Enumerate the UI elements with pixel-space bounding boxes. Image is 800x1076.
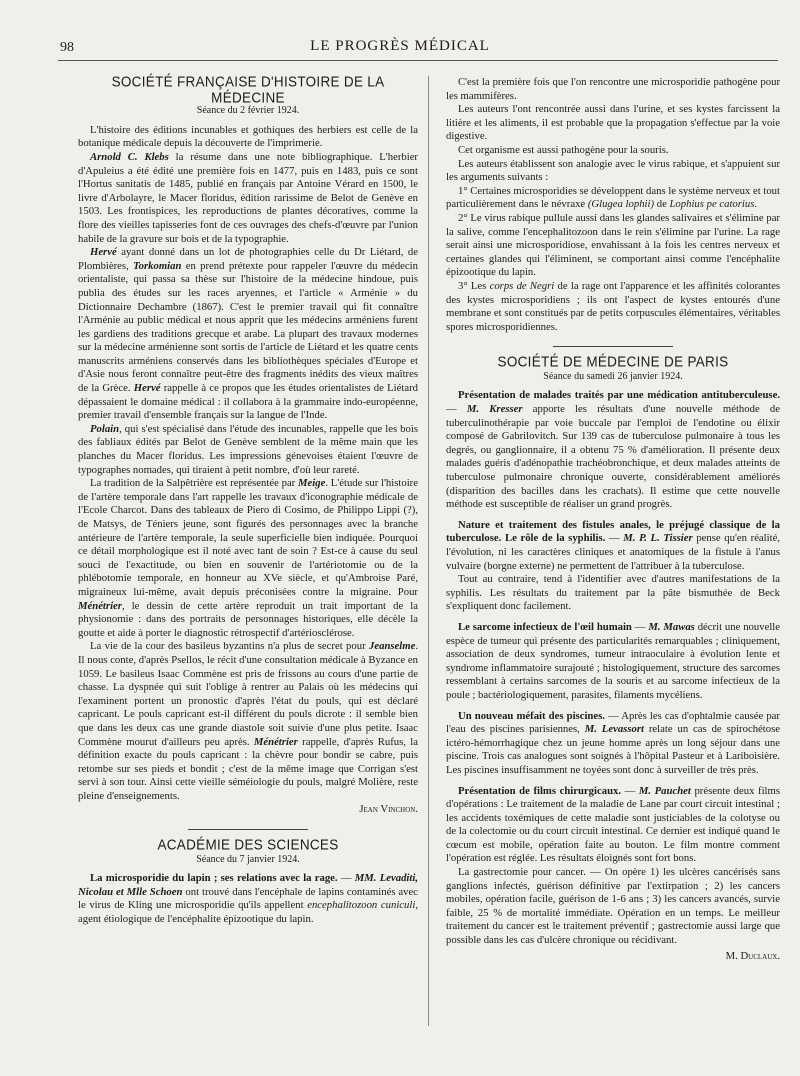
paragraph (78, 151, 418, 246)
author-name: Ménétrier (78, 599, 122, 612)
dash: — (605, 532, 624, 545)
author-name: M. P. L. Tissier (623, 532, 693, 545)
signature: Jean Vinchon. (359, 803, 418, 816)
dash: — (337, 872, 355, 885)
session-date: Séance du samedi 26 janvier 1924. (543, 370, 683, 382)
dash: — (621, 784, 639, 797)
author-name: Polain (90, 422, 120, 435)
paragraph (78, 423, 418, 477)
paragraph (446, 389, 780, 511)
paragraph-text: 3° Les (458, 279, 490, 292)
author-name: M. Levassort (584, 723, 644, 736)
paragraph-text: 1° Certaines microsporidies se développent dans le système nerveux et tout particulièrement dans le névraxe (446, 184, 780, 211)
paragraph-text: , qui s'est spécialisé dans l'étude des incunables, rappelle que les bois des fabliaux édités par Belot de Genève semblent de la même main que les planches du Macer floridus. Les impressions génevoises étaient l'œuvre de typographes nomades, qui tiraient à petit nombre, d'où leur rareté. (78, 422, 418, 476)
species-name: Lophius pe catorius (669, 198, 755, 211)
paragraph-text: . Il nous conte, d'après Psellos, le récit d'une consultation médicale à Byzance en 1059. Le basileus Isaac Commène est pris de frissons au cours d'une partie de chasse. La dyspnée qui suit l'oblige à rentrer au Palais où les médecins qui l'examinent portent un pronostic d'après l'état du pouls, qui est déclaré capricant. Le pouls capricant est-il différent du pouls dicrote : il semble bien que dans les deux cas une grande diastole soit suivie d'une plus petite. Isaac Commène mourut d'ailleurs peu après. (78, 640, 418, 748)
paragraph-text: . (754, 198, 758, 211)
column-divider (428, 76, 429, 1026)
species-name: (Glugea lophii) (587, 198, 655, 211)
paragraph-text: décrit une nouvelle espèce de tumeur qui présente des particularités remarquables ; cliniquement, association de deux syndromes, tumeur intraoculaire à évolution lente et syndrome inflammatoire surajouté ; histologiquement, structure des sarcomes ressemblant à certains sarcomes de la souris et au sarcome infectieux de la poule ; bactériologiquement, parasites, filaments mycéliens. (446, 620, 781, 701)
article-lead: Nature et traitement des fistules anales, le préjugé classique de la tuberculose. Le rôle de la syphilis. (446, 518, 780, 545)
paragraph (446, 280, 780, 334)
dash: — (446, 403, 467, 416)
paragraph (78, 477, 418, 640)
author-name: M. Mawas (648, 620, 695, 633)
paragraph-text: en prend prétexte pour rappeler l'œuvre du médecin orientaliste, qui passa sa thèse sur l'histoire de la médecine hindoue, puis publia des études sur les races aryennes, et l'article « Arménie » du Dictionnaire Dechambre (1867). C'est le premier travail qui fit connaître l'Arménie au public médical et nous apprit que les médecins arméniens furent les gardiens des traditions grecque et arabe. La plupart des travaux modernes sur la médecine arménienne sont sortis de l'article de Liétard et les quatre cents manuscrits arméniens conservés dans les bibliothèques spéciales d'Europe et d'Asie nous feront connaître peut-être des fragments inédits des vieux maîtres de la Grèce. (78, 259, 418, 395)
paragraph-text: de la rage ont l'apparence et les affinités colorantes des kystes microsporidiens ; ils ont l'aspect de kystes entourés d'une membrane et sont constitués par de petits corpuscules élémentaires, véritables spores microsporidiennes. (446, 279, 780, 333)
paragraph (78, 640, 418, 803)
section-title: SOCIÉTÉ FRANÇAISE D'HISTOIRE DE LA MÉDECINE (111, 73, 385, 106)
article-lead: Le sarcome infectieux de l'œil humain (458, 620, 632, 633)
paragraph-text: rappelle, d'après Rufus, la définition exacte du pouls capricant : la chèvre pour bondir se cabre, puis retombe sur ses pieds et bondit ; c'est de la même image que Corrigan s'est servi à son tour. Ainsi cette vieille séméiologie du pouls, malgré Molière, reste pleine d'enseignements. (78, 735, 418, 802)
paragraph-text: relate un cas de spirochétose ictéro-hémorrhagique chez un jeune homme après un long séjour dans une piscine. Trois cas analogues sont soignés à l'hôpital Pasteur et à Lariboisière. Les piscines insuffisamment ne toyées sont donc à surveiller de très près. (446, 723, 780, 776)
session-date: Séance du 2 février 1924. (196, 105, 300, 117)
dash: — (631, 620, 649, 633)
paragraph: Les auteurs l'ont rencontrée aussi dans l'urine, et ses kystes farcissent la litière et les aliments, il est probable que la propagation s'effectue par la voie digestive. (446, 103, 780, 143)
header-rule (58, 60, 778, 61)
paragraph-text: La tradition de la Salpêtrière est représentée par (90, 477, 299, 490)
dash: — (604, 709, 622, 722)
paragraph (446, 185, 780, 212)
paragraph-text: pense qu'en réalité, l'évolution, ni les caractères cliniques et anatomiques de la fistule à l'anus vulvaire (borgne externe) ne permettent de l'attribuer à la tuberculose. (446, 532, 781, 572)
paragraph-text: La vie de la cour des basileus byzantins n'a plus de secret pour (90, 640, 370, 653)
paragraph-text: apporte les résultats d'une nouvelle méthode de tuberculinothérapie par voie buccale par l'emploi de l'endotine ou élixir composé de Gabrilovitch. Sur 139 cas de tuberculose pulmonaire à tous les degrés, ou ganglionnaire, il a obtenu 75 % d'amélioration. Il présente deux malades guéris d'adénopathie trachéobronchique, et deux malades atteints de tuberculose pulmonaire chronique ouverte, considérablement améliorés (disparition des bacilles dans les crachats). Il estime que cette nouvelle méthode est susceptible de réaliser un grand progrès. (446, 403, 780, 511)
paragraph: C'est la première fois que l'on rencontre une microsporidie pathogène pour les mammifères. (446, 76, 780, 102)
paragraph-text: Après les cas d'ophtalmie causée par l'eau des piscines parisiennes, (446, 709, 780, 736)
article-lead: Présentation de malades traités par une médication antituberculeuse. (458, 389, 780, 402)
section-rule (188, 829, 308, 830)
paragraph: Les auteurs établissent son analogie avec le virus rabique, et s'appuient sur les arguments suivants : (446, 157, 780, 184)
paragraph: Tout au contraire, tend à l'identifier avec d'autres manifestations de la syphilis. Les résultats du traitement par la pâte bismuthée de Beck s'expliquent donc facilement. (446, 573, 780, 613)
paragraph: L'histoire des éditions incunables et gothiques des herbiers est celle de la botanique médicale depuis la découverte de l'imprimerie. (78, 123, 418, 150)
paragraph (78, 872, 418, 926)
author-name: MM. Levaditi, Nicolau et Mlle Schoen (78, 872, 419, 898)
author-name: Ménétrier (253, 735, 298, 748)
section-title: ACADÉMIE DES SCIENCES (157, 836, 339, 853)
author-name: Meige (298, 477, 326, 490)
session-date: Séance du 7 janvier 1924. (196, 853, 300, 865)
author-name: Hervé (133, 382, 161, 395)
author-name: M. Kresser (466, 403, 523, 416)
paragraph-text: rappelle à ce propos que les études orientalistes de Liétard dépassaient le domaine médical : il collabora à la grammaire indo-européenne, premier travail d'ensemble français sur la langue de l'Inde. (78, 382, 418, 422)
paragraph-text: , le dessin de cette artère reproduit un trait important de la physionomie : dans des portraits de personnages historiques, elle décèle la goutte et aide à porter le diagnostic rétrospectif d'artériosclérose. (78, 599, 418, 639)
article-lead: La microsporidie du lapin ; ses relations avec la rage. (90, 872, 338, 885)
article-lead: Présentation de films chirurgicaux. (458, 784, 622, 797)
page-number: 98 (60, 40, 74, 55)
paragraph-text: . L'étude sur l'histoire de l'artère temporale dans l'art rappelle les travaux d'iconographie médicale de l'Ecole Charcot. Dans des tableaux de Piero di Cosimo, de Philippo Lippi (?), de Matsys, de Téniers jeune, sont figurés des personnages avec la branche antérieure de l'artère temporale, la seule superficielle bien indiquée. Pourquoi ce détail morphologique est il noté avec tant de soin ? Est-ce à cause du seul souci de l'exactitude, ou bien en souvenir de l'artériotomie ou de la phlébotomie temporale, en honneur au XVe siècle, et qu'Ambroise Paré, migraineux lui-même, avait depuis préconisées contre la migraine. Pour (78, 477, 418, 598)
paragraph (446, 785, 780, 867)
paragraph (78, 246, 418, 423)
author-name: Jeanselme (369, 640, 416, 653)
section-rule (553, 346, 673, 347)
paragraph-text: ont trouvé dans l'encéphale de lapins contaminés avec le virus de Kling une microsporidie qu'ils appellent (78, 885, 419, 912)
paragraph-text: la résume dans une note bibliographique. L'herbier d'Apuleius a été édité une première fois en 1477, puis en 1483, puis ce sont l'Hortus sanitatis de 1485, publié en français par Antoine Vérard en 1500, le livre d'Arbolayre, le Macer floridus, édition rarissime de Belot de Genève en 1503. Les frontispices, les reproductions de plantes décoratives, comme la flore des vieilles tapisseries font de ces ouvrages des chefs-d'œuvre par l'union habile de la gravure sur bois et de la typographie. (78, 150, 418, 245)
running-title: LE PROGRÈS MÉDICAL (310, 38, 490, 54)
author-name: Hervé (90, 246, 117, 259)
signature: M. Duclaux. (725, 949, 780, 962)
paragraph (446, 519, 780, 573)
paragraph-text: , agent étiologique de l'encéphalite épizootique du lapin. (78, 899, 418, 926)
paragraph: Cet organisme est aussi pathogène pour la souris. (458, 143, 669, 156)
paragraph-text: ayant donné dans un lot de photographies celle du Dr Liétard, de Plombières, (78, 246, 418, 272)
term: corps de Negri (489, 279, 555, 292)
author-name: Torkomian (133, 259, 182, 272)
right-column (446, 76, 780, 963)
paragraph: La gastrectomie pour cancer. — On opère 1) les ulcères cancérisés sans ganglions infectés, guérison définitive par l'extirpation ; 2) les cancers mobiles, opération facile, guérison de 1-6 ans ; 3) les cancers avancés, survie faible, 25 % de mortalité immédiate. Opération en un temps. Le meilleur traitement du cancer est le traitement préventif ; gastrectomie aussi large que possible dans les cas d'ulcère chronique ou récidivant. (446, 866, 780, 947)
paragraph-text: de (654, 198, 670, 211)
paragraph: 2° Le virus rabique pullule aussi dans les glandes salivaires et s'élimine par la salive, comme l'encephalitozoon dans le rein s'élimine par l'urine. La rage serait ainsi une microsporidiose, envahissant à la fois les centres nerveux et certaines glandes qui l'éliminent, se comportant ainsi comme l'encéphalite épizootique du lapin. (446, 211, 780, 279)
paragraph (446, 621, 780, 703)
paragraph-text: présente deux films d'opérations : Le traitement de la maladie de Lane par court circuit intestinal ; les accidents toxémiques de cette maladie sont justiciables de la colotyse ou de la colectomie ou du court circuit intestinal. Ce dernier est indiqué quand le cœcum est mobile, opération faite au bouton. Le film montre comment l'opération est réglée. Les résultats éloignés sont fort bons. (446, 784, 780, 865)
paragraph (446, 710, 780, 778)
left-column (78, 73, 419, 927)
author-name: Arnold C. Klebs (90, 150, 169, 163)
author-name: M. Pauchet (638, 784, 691, 797)
article-lead: Un nouveau méfait des piscines. (458, 709, 605, 722)
section-title: SOCIÉTÉ DE MÉDECINE DE PARIS (497, 353, 729, 371)
species-name: encephalitozoon cuniculi (307, 899, 416, 912)
